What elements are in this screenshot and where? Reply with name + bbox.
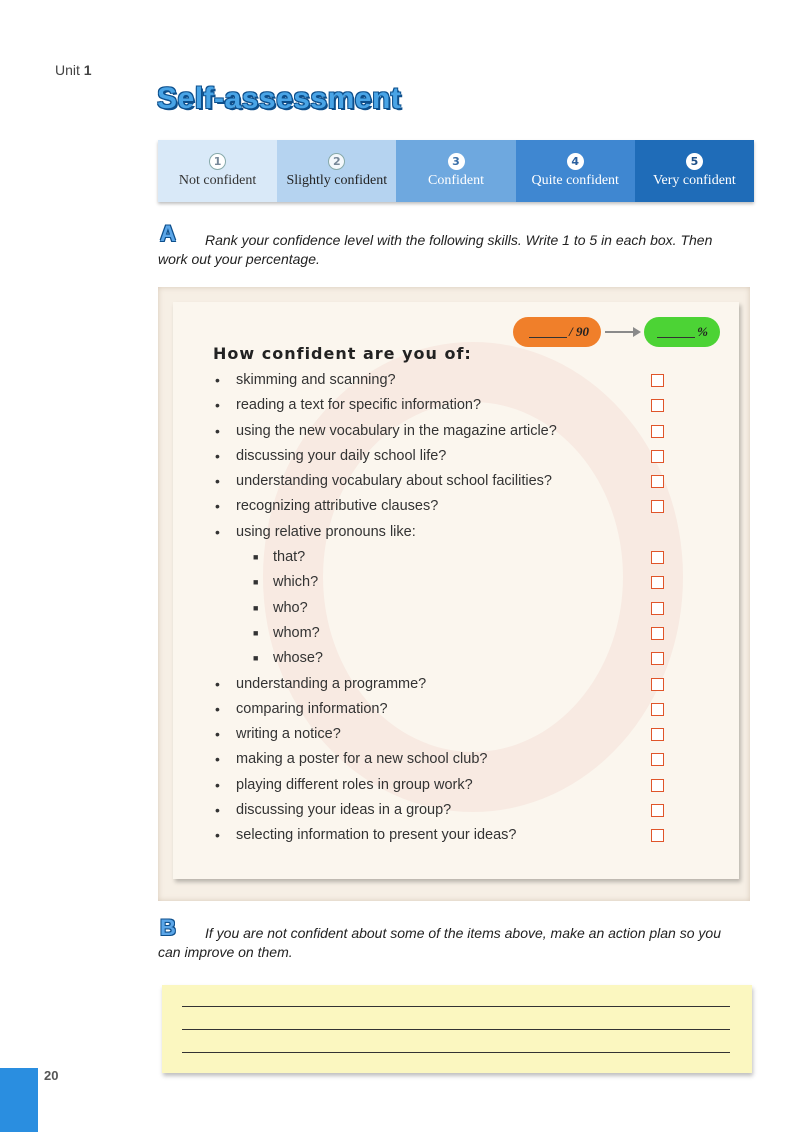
rating-box[interactable] [651, 450, 664, 463]
rating-box[interactable] [651, 627, 664, 640]
list-item [173, 520, 739, 545]
rating-box[interactable] [651, 652, 664, 665]
item-text: understanding vocabulary about school facilities? [236, 473, 552, 490]
total-score-field[interactable] [513, 317, 601, 347]
item-text: understanding a programme? [236, 675, 427, 692]
item-text: whom? [273, 624, 320, 641]
square-bullet-icon: ■ [253, 627, 259, 638]
assessment-card [173, 302, 739, 879]
rating-box[interactable] [651, 602, 664, 615]
sub-list-item [173, 646, 739, 671]
item-text: skimming and scanning? [236, 372, 396, 388]
total-score-blank[interactable] [529, 326, 567, 338]
rating-box[interactable] [651, 753, 664, 766]
list-item [173, 747, 739, 772]
total-score-suffix: / 90 [569, 324, 589, 339]
list-item [173, 393, 739, 418]
item-text: comparing information? [236, 700, 388, 717]
square-bullet-icon: ■ [253, 577, 259, 588]
bullet-icon: • [215, 751, 220, 768]
square-bullet-icon: ■ [253, 653, 259, 664]
list-item [173, 419, 739, 444]
scale-label-2: Slightly confident [286, 173, 388, 188]
item-text: playing different roles in group work? [236, 776, 473, 793]
assessment-panel [158, 287, 750, 901]
list-item [173, 469, 739, 494]
scale-label-5: Very confident [653, 173, 736, 188]
page-title: Self-assessment [157, 82, 402, 115]
rating-box[interactable] [651, 829, 664, 842]
bullet-icon: • [215, 397, 220, 414]
scale-number-5: 5 [686, 153, 703, 170]
item-text: selecting information to present your ideas? [236, 827, 517, 844]
bullet-icon: • [215, 700, 220, 717]
item-text: using relative pronouns like: [236, 523, 416, 540]
item-text: that? [273, 549, 306, 566]
list-item [173, 823, 739, 848]
bullet-icon: • [215, 372, 220, 388]
scale-number-4: 4 [567, 153, 584, 170]
scale-label-3: Confident [428, 173, 484, 188]
list-item [173, 672, 739, 697]
list-item [173, 773, 739, 798]
rating-box[interactable] [651, 678, 664, 691]
rating-box[interactable] [651, 551, 664, 564]
item-text: whose? [273, 650, 323, 667]
list-item [173, 494, 739, 519]
sub-list-item [173, 621, 739, 646]
percentage-field[interactable] [644, 317, 720, 347]
action-plan-box [162, 985, 752, 1073]
scale-number-2: 2 [328, 153, 345, 170]
square-bullet-icon: ■ [253, 552, 259, 563]
scale-level-4 [516, 140, 635, 202]
arrow-right-icon [605, 331, 639, 333]
sub-list-item [173, 545, 739, 570]
scale-number-1: 1 [209, 153, 226, 170]
percentage-blank[interactable] [657, 326, 695, 338]
unit-number: 1 [83, 62, 92, 78]
bullet-icon: • [215, 827, 220, 844]
item-text: recognizing attributive clauses? [236, 498, 439, 515]
rating-box[interactable] [651, 703, 664, 716]
item-text: making a poster for a new school club? [236, 751, 488, 768]
scale-level-1 [158, 140, 277, 202]
scale-number-3: 3 [448, 153, 465, 170]
action-plan-line-1[interactable] [182, 1006, 730, 1007]
sub-list-item [173, 596, 739, 621]
page-number: 20 [44, 1068, 59, 1083]
section-a-letter: A [160, 221, 176, 246]
rating-box[interactable] [651, 475, 664, 488]
item-text: using the new vocabulary in the magazine article? [236, 422, 557, 439]
bullet-icon: • [215, 498, 220, 515]
skills-list [173, 368, 739, 849]
bullet-icon: • [215, 422, 220, 439]
bullet-icon: • [215, 473, 220, 490]
rating-box[interactable] [651, 399, 664, 412]
percentage-suffix: % [697, 324, 708, 339]
unit-prefix: Unit [55, 62, 80, 78]
bullet-icon: • [215, 523, 220, 540]
question-heading: How confident are you of: [213, 344, 472, 363]
bullet-icon: • [215, 802, 220, 819]
unit-label [55, 62, 92, 78]
scale-label-4: Quite confident [531, 173, 619, 188]
rating-box[interactable] [651, 500, 664, 513]
item-text: who? [273, 599, 308, 616]
scale-level-5 [635, 140, 754, 202]
scale-level-3 [396, 140, 515, 202]
item-text: discussing your ideas in a group? [236, 802, 452, 819]
rating-box[interactable] [651, 779, 664, 792]
bullet-icon: • [215, 776, 220, 793]
section-a-instruction-line1: Rank your confidence level with the following skills. Write 1 to 5 in each box. Then [205, 232, 713, 248]
list-item [173, 368, 739, 393]
confidence-scale [158, 140, 754, 202]
square-bullet-icon: ■ [253, 602, 259, 613]
bullet-icon: • [215, 675, 220, 692]
rating-box[interactable] [651, 425, 664, 438]
action-plan-line-3[interactable] [182, 1052, 730, 1053]
section-a-instruction-line2: work out your percentage. [158, 251, 320, 267]
list-item [173, 798, 739, 823]
sub-list-item [173, 570, 739, 595]
section-b-letter: B [160, 915, 176, 940]
list-item [173, 444, 739, 469]
page-edge-strip [0, 1068, 38, 1132]
item-text: reading a text for specific information? [236, 397, 482, 414]
item-text: discussing your daily school life? [236, 447, 447, 464]
rating-box[interactable] [651, 728, 664, 741]
rating-box[interactable] [651, 804, 664, 817]
section-b-instruction-line2: can improve on them. [158, 944, 293, 960]
section-b-instruction-line1: If you are not confident about some of the items above, make an action plan so you [205, 925, 721, 941]
bullet-icon: • [215, 726, 220, 743]
list-item [173, 722, 739, 747]
item-text: which? [273, 574, 319, 591]
scale-level-2 [277, 140, 396, 202]
bullet-icon: • [215, 447, 220, 464]
rating-box[interactable] [651, 374, 664, 387]
list-item [173, 697, 739, 722]
item-text: writing a notice? [236, 726, 341, 743]
scale-label-1: Not confident [178, 173, 257, 188]
rating-box[interactable] [651, 576, 664, 589]
action-plan-line-2[interactable] [182, 1029, 730, 1030]
